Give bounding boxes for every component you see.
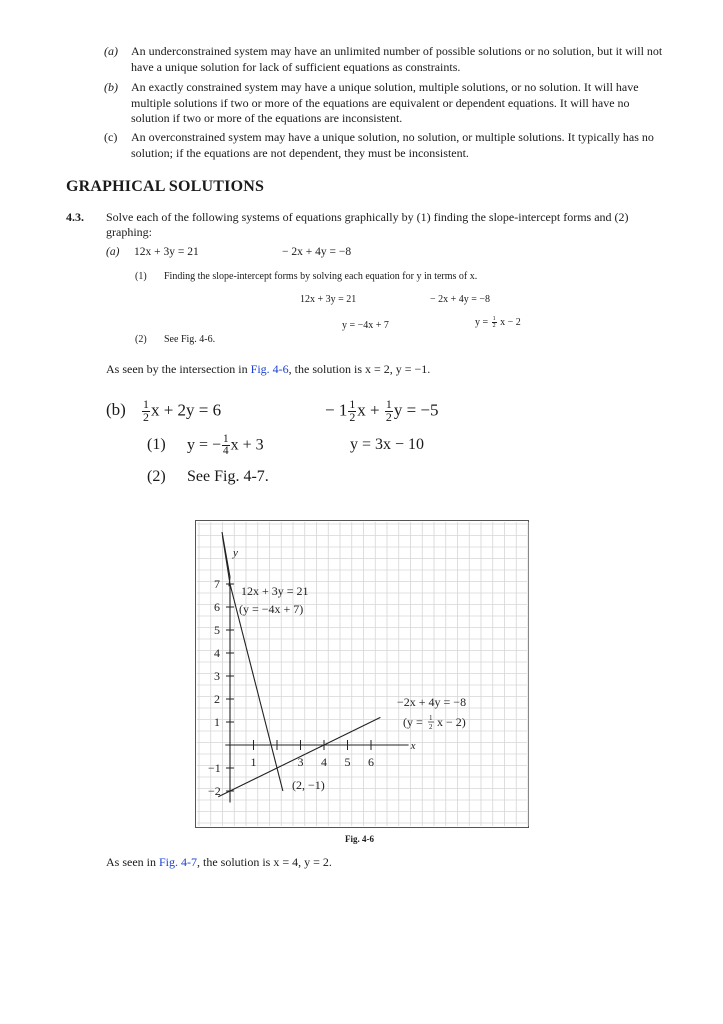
part-b-si2: y = 3x − 10 (350, 436, 425, 453)
x-tick-label: 5 (344, 755, 351, 769)
part-b-eq2: − 1 $\frac{1}{2}$ x + $\frac{1}{2}$ y = −5 (325, 397, 439, 424)
part-b-si1: y = − $\frac{1}{4}$ x + 3 (187, 433, 264, 458)
condition-text: An underconstrained system may have an unlimited number of possible solutions or no solution, but it will not have a unique solution for lack of sufficient equations as constraints. (131, 44, 663, 74)
y-tick-label: 3 (214, 669, 220, 683)
condition-text: An overconstrained system may have a unique solution, no solution, or multiple solutions. It typically has no solution; if the equations are not dependent, they must be inconsistent. (131, 130, 654, 160)
part-a-eq2: − 2x + 4y = −8 (282, 246, 352, 258)
svg-text:x − 2): x − 2) (437, 715, 466, 729)
part-b-eq1: $\frac{1}{2}$ x + 2y = 6 (143, 397, 222, 424)
y-tick-label: 1 (214, 715, 220, 729)
fig-4-6-link[interactable]: Fig. 4-6 (250, 362, 289, 376)
problem-number: 4.3. (66, 210, 84, 224)
svg-text:(y =: (y = (403, 715, 423, 729)
slope-intercept-1: y = −4x + 7 (342, 320, 389, 331)
figure-caption: Fig. 4-6 (345, 834, 374, 844)
part-b-step2-text: See Fig. 4-7. (187, 468, 269, 485)
part-b-result: As seen in Fig. 4-7, the solution is x = 4, y = 2. (106, 855, 332, 869)
y-tick-label: 7 (214, 577, 220, 591)
slope-intercept-2: y = $\frac{1}{2}$ x − 2 (475, 316, 521, 329)
y-tick-label: 5 (214, 623, 220, 637)
svg-text:1: 1 (429, 714, 433, 722)
line2-equation-label: −2x + 4y = −8 (397, 695, 467, 709)
section-title: GRAPHICAL SOLUTIONS (66, 178, 265, 195)
condition-label: (c) (104, 130, 118, 144)
part-a-label: (a) (106, 246, 120, 258)
y-tick-label: −1 (208, 761, 221, 775)
x-tick-label: 4 (321, 755, 327, 769)
condition-text: An exactly constrained system may have a unique solution, multiple solutions, or no solution. It will have multiple solutions if two or more of the equations are equivalent or dependent equations. It will have no solution if two or more of the equations are inconsistent. (131, 80, 639, 125)
x-tick-label: 3 (297, 755, 304, 769)
step1-text: Finding the slope-intercept forms by solving each equation for y in terms of x. (164, 271, 478, 282)
condition-label: (a) (104, 44, 118, 58)
line1-equation-label: 12x + 3y = 21 (241, 584, 309, 598)
svg-text:2: 2 (429, 723, 433, 731)
eq2-repeat: − 2x + 4y = −8 (430, 294, 491, 305)
step2-text: See Fig. 4-6. (164, 334, 216, 345)
part-a-result: As seen by the intersection in Fig. 4-6, the solution is x = 2, y = −1. (106, 362, 431, 376)
x-tick-label: 1 (250, 755, 257, 769)
condition-label: (b) (104, 80, 118, 94)
problem-statement: Solve each of the following systems of equations graphically by (1) finding the slope-intercept forms and (2) graphing: (106, 210, 629, 239)
part-b-step2-label: (2) (147, 468, 166, 485)
part-b-label: (b) (106, 400, 126, 419)
x-tick-label: 6 (368, 755, 374, 769)
y-tick-label: 4 (214, 646, 220, 660)
eq1-repeat: 12x + 3y = 21 (300, 294, 357, 305)
fig-4-7-link[interactable]: Fig. 4-7 (159, 855, 198, 869)
x-axis-label: x (410, 740, 416, 752)
line1-slope-form: (y = −4x + 7) (239, 602, 304, 616)
intersection-label: (2, −1) (292, 778, 325, 792)
part-b-step1-label: (1) (147, 436, 166, 453)
y-axis-label: y (233, 547, 238, 559)
part-a-eq1: 12x + 3y = 21 (134, 246, 199, 258)
y-tick-label: −2 (208, 784, 221, 798)
y-tick-label: 2 (214, 692, 220, 706)
y-tick-label: 6 (214, 600, 220, 614)
step1-label: (1) (135, 271, 147, 282)
step2-label: (2) (135, 334, 147, 345)
figure-4-6 (195, 520, 529, 828)
